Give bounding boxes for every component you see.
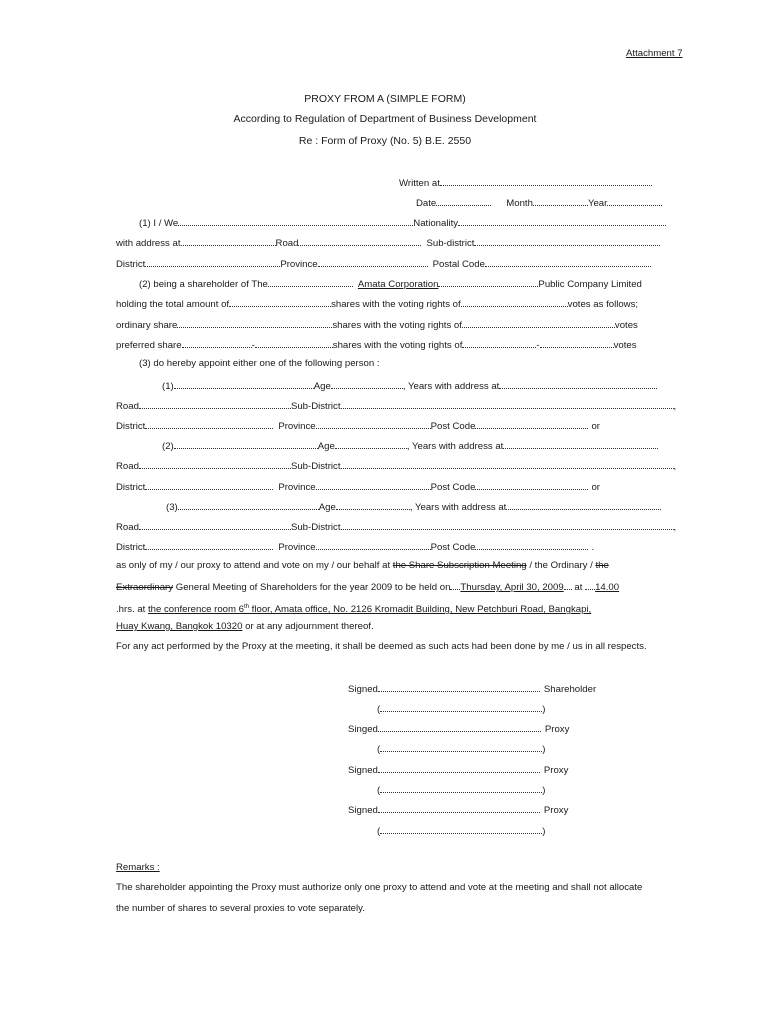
person1-postcode-field[interactable] (475, 419, 588, 429)
remarks-title: Remarks : (116, 862, 160, 873)
shareholder-printed-name: ( ) (377, 704, 546, 715)
name-field[interactable] (178, 216, 413, 226)
person1-row: (1) Age , Years with address at (162, 379, 657, 393)
remarks-line-1: The shareholder appointing the Proxy must authorize only one proxy to attend and vote at the meeting and shall not allocate (116, 882, 643, 893)
form-subtitle: According to Regulation of Department of Business Development (233, 113, 537, 125)
proxy1-signature-field[interactable] (378, 722, 541, 732)
proxy3-signature-field[interactable] (378, 803, 540, 813)
date-field[interactable] (436, 196, 491, 206)
written-at-row: Written at (399, 176, 652, 190)
attachment-label: Attachment 7 (626, 48, 683, 59)
section1-address-row: with address at Road Sub-district (116, 236, 660, 250)
person2-district-row: District Province Post Code or (116, 482, 600, 493)
meeting-line-1: as only of my / our proxy to attend and vote on my / our behalf at the Share Subscription Meeting / the Ordinary / the (116, 560, 609, 571)
person3-age-field[interactable] (336, 500, 410, 510)
person3-subdistrict-field[interactable] (341, 520, 674, 530)
person2-road-field[interactable] (139, 459, 291, 469)
nationality-field[interactable] (458, 216, 666, 226)
person3-province-field[interactable] (316, 540, 431, 550)
section2-shareholder-row: (2) being a shareholder of The Amata Corporation Public Company Limited (139, 279, 642, 290)
holding-row: holding the total amount of shares with the voting rights of votes as follows; (116, 299, 639, 310)
date-row: Date Month Year (416, 196, 662, 210)
district-field[interactable] (145, 257, 280, 267)
person1-road-field[interactable] (139, 399, 291, 409)
person2-address-field[interactable] (503, 439, 658, 449)
person3-district-row: District Province Post Code . (116, 542, 595, 553)
proxy2-signature-field[interactable] (378, 763, 540, 773)
preferred-shares-field-b[interactable] (255, 338, 333, 348)
remarks-line-2: the number of shares to several proxies to vote separately. (116, 903, 365, 914)
meeting-line-2: Extraordinary General Meeting of Shareholders for the year 2009 to be held on Thursday, April 30, 2009 at 14.00 (116, 582, 620, 593)
address-field[interactable] (181, 236, 276, 246)
sub-district-field[interactable] (474, 236, 660, 246)
person1-district-field[interactable] (145, 419, 273, 429)
proxy1-name-field[interactable] (380, 742, 542, 752)
person2-postcode-field[interactable] (475, 480, 588, 490)
meeting-line-3: .hrs. at the conference room 6th floor, Amata office, No. 2126 Kromadit Building, New Petchburi Road, Bangkapi, (116, 604, 592, 616)
month-field[interactable] (533, 196, 588, 206)
proxy1-printed-name: ( ) (377, 744, 546, 755)
section1-district-row: District Province Postal Code (116, 257, 651, 271)
postal-code-field[interactable] (485, 257, 651, 267)
for-any-act-statement: For any act performed by the Proxy at the meeting, it shall be deemed as such acts had been done by me / us in all respects. (116, 641, 647, 652)
year-field[interactable] (607, 196, 662, 206)
proxy2-printed-name: ( ) (377, 785, 546, 796)
person2-province-field[interactable] (316, 480, 431, 490)
person3-row: (3) Age , Years with address at (166, 500, 661, 514)
proxy3-printed-name: ( ) (377, 826, 546, 837)
person3-postcode-field[interactable] (475, 540, 588, 550)
province-field[interactable] (318, 257, 428, 267)
person2-district-field[interactable] (145, 480, 273, 490)
person1-subdistrict-field[interactable] (341, 399, 674, 409)
person1-address-field[interactable] (499, 379, 657, 389)
person2-age-field[interactable] (335, 439, 407, 449)
person1-road-row: Road Sub-District , (116, 401, 677, 412)
shareholder-name-field[interactable] (380, 702, 542, 712)
ordinary-share-row: ordinary share shares with the voting rights of votes (116, 320, 638, 331)
signature-proxy-3: Signed Proxy (348, 805, 569, 816)
section1-name-row: (1) I / We Nationality (139, 216, 666, 230)
form-title: PROXY FROM A (SIMPLE FORM) (304, 93, 466, 105)
proxy2-name-field[interactable] (380, 783, 542, 793)
ordinary-votes-field[interactable] (462, 318, 615, 328)
shareholder-signature-field[interactable] (378, 682, 540, 692)
company-blank (438, 277, 538, 287)
written-at-field[interactable] (440, 176, 652, 186)
total-shares-field[interactable] (229, 297, 331, 307)
person2-subdistrict-field[interactable] (341, 459, 674, 469)
person3-name-field[interactable] (178, 500, 319, 510)
road-field[interactable] (298, 236, 421, 246)
preferred-votes-field-a[interactable] (462, 338, 536, 348)
person1-age-field[interactable] (331, 379, 403, 389)
form-reference: Re : Form of Proxy (No. 5) B.E. 2550 (298, 135, 472, 147)
ordinary-shares-field[interactable] (177, 318, 332, 328)
signature-proxy-2: Signed Proxy (348, 765, 569, 776)
section3-heading: (3) do hereby appoint either one of the following person : (139, 358, 380, 369)
signature-shareholder: Signed Shareholder (348, 684, 597, 695)
person3-road-row: Road Sub-District , (116, 522, 677, 533)
preferred-votes-field-b[interactable] (540, 338, 614, 348)
person1-name-field[interactable] (174, 379, 314, 389)
person2-row: (2) Age , Years with address at (162, 439, 658, 453)
person2-road-row: Road Sub-District , (116, 461, 677, 472)
preferred-shares-field-a[interactable] (182, 338, 252, 348)
person2-name-field[interactable] (174, 439, 318, 449)
shareholder-blank[interactable] (268, 277, 353, 287)
meeting-line-4: Huay Kwang, Bangkok 10320 or at any adjournment thereof. (116, 621, 374, 632)
signature-proxy-1: Singed Proxy (348, 724, 570, 735)
person3-road-field[interactable] (139, 520, 291, 530)
person3-address-field[interactable] (506, 500, 661, 510)
preferred-share-row: preferred share - shares with the voting rights of - votes (116, 340, 637, 351)
person1-province-field[interactable] (316, 419, 431, 429)
total-votes-field[interactable] (461, 297, 568, 307)
person3-district-field[interactable] (145, 540, 273, 550)
person1-district-row: District Province Post Code or (116, 421, 600, 432)
proxy3-name-field[interactable] (380, 824, 542, 834)
